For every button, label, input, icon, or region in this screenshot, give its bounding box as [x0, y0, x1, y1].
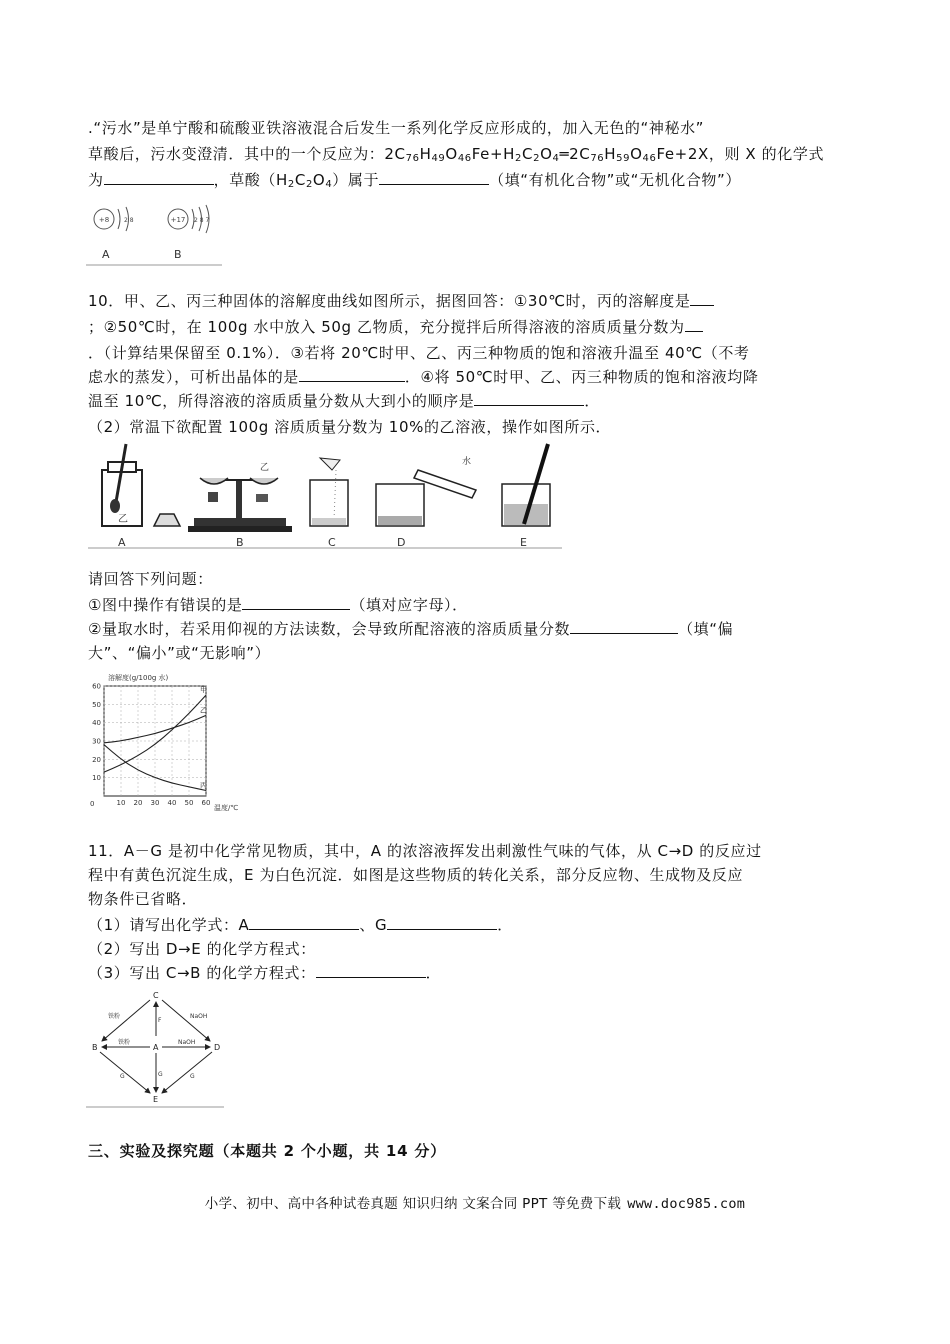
- svg-text:2 8: 2 8: [124, 217, 134, 224]
- node-b: B: [92, 1043, 98, 1052]
- answer-blank[interactable]: [690, 291, 714, 306]
- svg-text:乙: 乙: [118, 514, 128, 525]
- footer-text: 小学、初中、高中各种试卷真题 知识归纳 文案合同 PPT 等免费下载: [204, 1196, 622, 1212]
- series-label: 乙: [200, 706, 207, 715]
- q9-line-3: 为 ，草酸$(H_2C_2O_4)$属于 （填“有机化合物”或“无机化合物”）: [88, 171, 741, 190]
- x-tick-label: 60: [201, 799, 211, 807]
- q9-line-1: .“污水”是单宁酸和硫酸亚铁溶液混合后发生一系列化学反应形成的，加入无色的“神秘水”: [88, 119, 705, 137]
- x-tick-label: 10: [116, 799, 126, 807]
- svg-text:G: G: [190, 1073, 195, 1080]
- svg-text:F: F: [158, 1017, 162, 1024]
- series-label: 甲: [200, 686, 207, 695]
- q11-line-1: 11．A－G 是初中化学常见物质，其中，A 的浓溶液挥发出刺激性气味的气体，从 C→D 的反应过: [88, 842, 762, 860]
- q10-line-10: 大”、“偏小”或“无影响”）: [88, 644, 271, 662]
- figure-label-a: A: [118, 536, 126, 549]
- y-tick-label: 30: [92, 737, 101, 746]
- chart-ylabel: 溶解度(g/100g 水): [108, 674, 169, 682]
- figure-label-e: E: [520, 536, 527, 549]
- svg-text:2 8 7: 2 8 7: [194, 217, 210, 224]
- svg-text:+8: +8: [98, 216, 110, 224]
- q11-line-3: 物条件已省略．: [88, 890, 198, 908]
- q11-line-2: 程中有黄色沉淀生成，E 为白色沉淀．如图是这些物质的转化关系，部分反应物、生成物及反应: [88, 866, 744, 884]
- svg-text:铁粉: 铁粉: [108, 1013, 121, 1020]
- answer-blank[interactable]: [104, 170, 214, 185]
- q10-line-1: 10．甲、乙、丙三种固体的溶解度曲线如图所示，据图回答：①30℃时，丙的溶解度是: [88, 290, 714, 312]
- svg-text:G: G: [158, 1071, 163, 1078]
- solubility-chart: [86, 668, 246, 818]
- q10-line-2: ；②50℃时，在 100g 水中放入 50g 乙物质，充分搅拌后所得溶液的溶质质量分数为: [88, 316, 703, 338]
- svg-text:+17: +17: [170, 216, 186, 224]
- footer: [0, 1192, 950, 1212]
- svg-text:水: 水: [462, 457, 472, 467]
- solution-prep-figure: [88, 440, 566, 552]
- svg-text:G: G: [120, 1073, 125, 1080]
- series-label: 丙: [200, 781, 207, 790]
- q11-line-4: （1）请写出化学式：A 、G ．: [88, 916, 513, 934]
- q9-line-2: 草酸后，污水变澄清．其中的一个反应为：$2C_{76}H_{49}O_{46}Fe+H_2C_2O_4═2C_{76}H_{59}O_{46}Fe+2X$，则 X 的化学式: [88, 145, 825, 164]
- x-tick-label: 50: [184, 799, 194, 807]
- conversion-diagram: [86, 986, 228, 1110]
- y-tick-label: 40: [92, 719, 101, 728]
- node-c: C: [153, 991, 159, 1000]
- answer-blank[interactable]: [242, 595, 350, 610]
- q11-line-5: （2）写出 D→E 的化学方程式：: [88, 940, 316, 958]
- q10-line-5: 温至 10℃，所得溶液的溶质质量分数从大到小的顺序是 ．: [88, 392, 600, 410]
- figure-label-d: D: [397, 536, 406, 549]
- q10-line-7: 请回答下列问题：: [88, 570, 213, 588]
- node-e: E: [153, 1095, 159, 1104]
- node-d: D: [214, 1043, 221, 1052]
- y-tick-label: 10: [92, 774, 101, 783]
- q10-line-8: ①图中操作有错误的是 （填对应字母）．: [88, 596, 468, 614]
- x-tick-label: 40: [167, 799, 177, 807]
- q10-line-4: 虑水的蒸发），可析出晶体的是 ．④将 50℃时甲、乙、丙三种物质的饱和溶液均降: [88, 368, 759, 386]
- q11-line-6: （3）写出 C→B 的化学方程式： ．: [88, 964, 442, 982]
- x-tick-label: 30: [150, 799, 160, 807]
- svg-text:铁粉: 铁粉: [118, 1039, 131, 1046]
- section-3-heading: 三、实验及探究题（本题共 2 个小题，共 14 分）: [88, 1142, 447, 1160]
- chart-xlabel: 温度/℃: [214, 804, 239, 812]
- svg-text:乙: 乙: [260, 463, 270, 473]
- footer-url[interactable]: www.doc985.com: [627, 1196, 746, 1212]
- node-a: A: [153, 1043, 159, 1052]
- figure-label-b: B: [236, 536, 244, 549]
- q10-line-3: ．（计算结果保留至 0.1%）．③若将 20℃时甲、乙、丙三种物质的饱和溶液升温至 40℃（不考: [88, 344, 750, 362]
- svg-text:0: 0: [90, 800, 95, 808]
- answer-blank[interactable]: [379, 170, 489, 185]
- answer-blank[interactable]: [316, 963, 426, 978]
- q10-line-9: ②量取水时，若采用仰视的方法读数，会导致所配溶液的溶质质量分数 （填“偏: [88, 620, 734, 638]
- answer-blank[interactable]: [474, 391, 584, 406]
- figure-label-b: B: [174, 248, 182, 261]
- y-tick-label: 50: [92, 700, 101, 709]
- answer-blank[interactable]: [249, 915, 359, 930]
- y-tick-label: 20: [92, 755, 101, 764]
- figure-label-a: A: [102, 248, 110, 261]
- svg-text:NaOH: NaOH: [190, 1013, 208, 1020]
- answer-blank[interactable]: [570, 619, 678, 634]
- x-tick-label: 20: [133, 799, 143, 807]
- svg-text:NaOH: NaOH: [178, 1039, 196, 1046]
- answer-blank[interactable]: [685, 317, 703, 332]
- answer-blank[interactable]: [387, 915, 497, 930]
- figure-label-c: C: [328, 536, 336, 549]
- y-tick-label: 60: [92, 682, 101, 691]
- answer-blank[interactable]: [299, 367, 405, 382]
- q10-line-6: （2）常温下欲配置 100g 溶质质量分数为 10%的乙溶液，操作如图所示．: [88, 418, 612, 436]
- atom-structure-figure: [86, 200, 226, 268]
